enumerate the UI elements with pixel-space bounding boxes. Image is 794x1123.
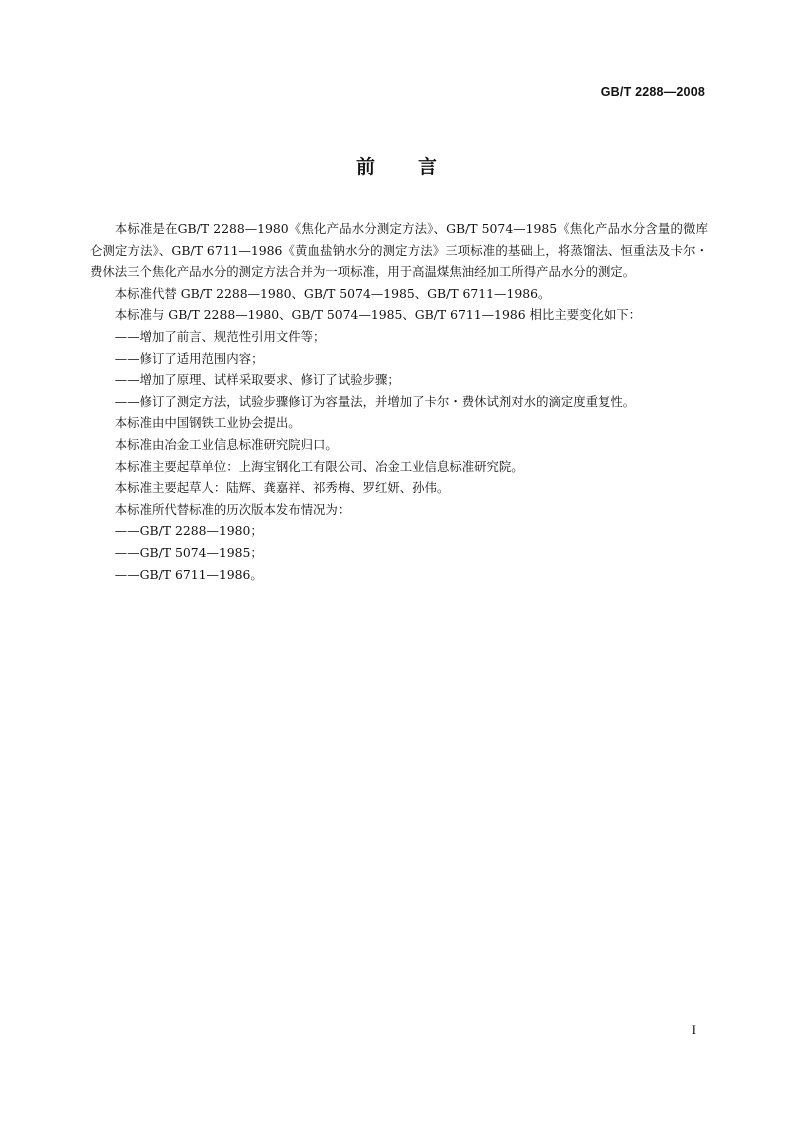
- change-item: ——修订了测定方法，试验步骤修订为容量法，并增加了卡尔・费休试剂对水的滴定度重复性。: [114, 393, 636, 409]
- history-item: ——GB/T 2288—1980；: [114, 523, 263, 539]
- drafters-line: 本标准主要起草人：陆辉、龚嘉祥、祁秀梅、罗红妍、孙伟。: [114, 480, 450, 496]
- page-title: [0, 152, 794, 179]
- change-item: ——增加了前言、规范性引用文件等；: [114, 328, 326, 344]
- change-item: ——修订了适用范围内容；: [114, 350, 264, 366]
- history-item: ——GB/T 6711—1986。: [114, 566, 263, 582]
- title-char-1: 前: [355, 156, 376, 178]
- intro-paragraph: 本标准是在GB/T 2288—1980《焦化产品水分测定方法》、GB/T 5074—1985《焦化产品水分含量的微库仑测定方法》、GB/T 6711—1986《黄血盐钠水分的测定方法》三项标准的基础上，将蒸馏法、恒重法及卡尔・费休法三个焦化产品水分的测定方法合并为一项标准，用于高温煤焦油经加工所得产品水分的测定。: [90, 221, 708, 280]
- history-intro-line: 本标准所代替标准的历次版本发布情况为：: [114, 501, 351, 517]
- replacement-paragraph: 本标准代替 GB/T 2288—1980、GB/T 5074—1985、GB/T 6711—1986。: [114, 285, 551, 301]
- standard-number: GB/T 2288—2008: [600, 85, 705, 99]
- change-item: ——增加了原理、试样采取要求、修订了试验步骤；: [114, 372, 400, 388]
- history-item: ——GB/T 5074—1985；: [114, 544, 263, 560]
- title-char-2: 言: [418, 156, 439, 178]
- foreword-body: [90, 218, 708, 585]
- drafting-units-line: 本标准主要起草单位：上海宝钢化工有限公司、冶金工业信息标准研究院。: [114, 458, 524, 474]
- page-number: I: [691, 1022, 696, 1037]
- changes-intro-paragraph: 本标准与 GB/T 2288—1980、GB/T 5074—1985、GB/T 6711—1986 相比主要变化如下：: [114, 307, 642, 323]
- centralizing-unit-line: 本标准由冶金工业信息标准研究院归口。: [114, 436, 338, 452]
- proposer-line: 本标准由中国钢铁工业协会提出。: [114, 415, 301, 431]
